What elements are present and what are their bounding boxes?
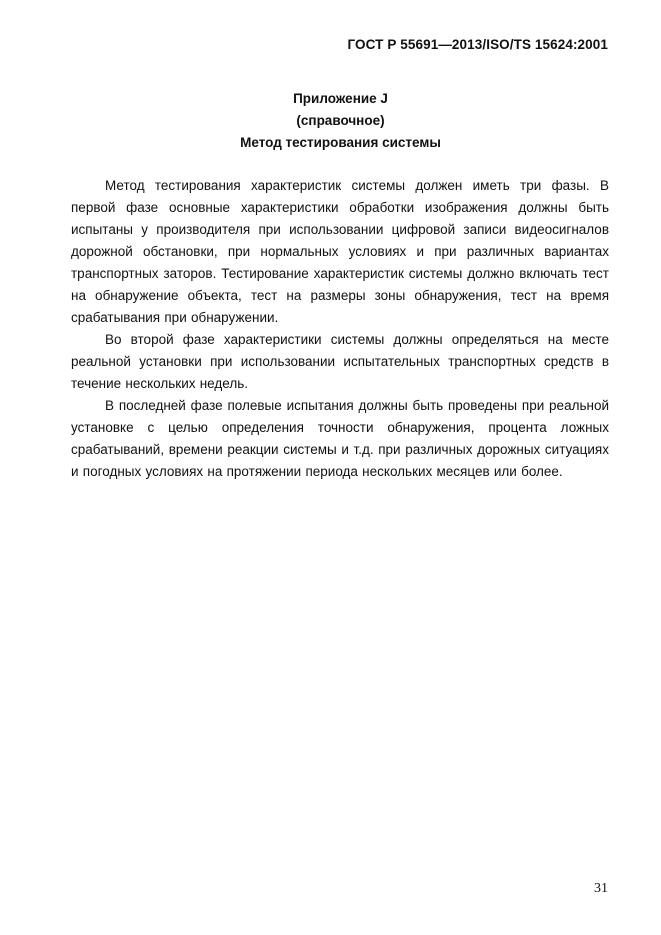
body-text bbox=[71, 175, 609, 483]
annex-title-block bbox=[0, 88, 661, 154]
paragraph-phases-intro: Метод тестирования характеристик системы должен иметь три фазы. В первой фазе основные характеристики обработки изображения должны быть испытаны у производителя при использовании цифровой записи видеосигналов дорожной обстановки, при нормальных условиях и при различных вариантах транспортных заторов. Тестирование характеристик системы должно включать тест на обнаружение объекта, тест на размеры зоны обнаружения, тест на время срабатывания при обнаружении. bbox=[71, 178, 609, 325]
annex-title: Приложение J bbox=[293, 91, 388, 106]
paragraph-final-phase: В последней фазе полевые испытания должны быть проведены при реальной установке с целью определения точности обнаружения, процента ложных срабатываний, времени реакции системы и т.д. при различных дорожных ситуациях и погодных условиях на протяжении периода нескольких месяцев или более. bbox=[71, 398, 609, 479]
document-code-header: ГОСТ Р 55691—2013/ISO/TS 15624:2001 bbox=[347, 37, 608, 52]
annex-heading: Метод тестирования системы bbox=[240, 135, 441, 150]
paragraph-second-phase: Во второй фазе характеристики системы должны определяться на месте реальной установки при использовании испытательных транспортных средств в течение нескольких недель. bbox=[71, 332, 609, 391]
annex-status: (справочное) bbox=[296, 113, 385, 128]
page-number: 31 bbox=[594, 881, 608, 896]
